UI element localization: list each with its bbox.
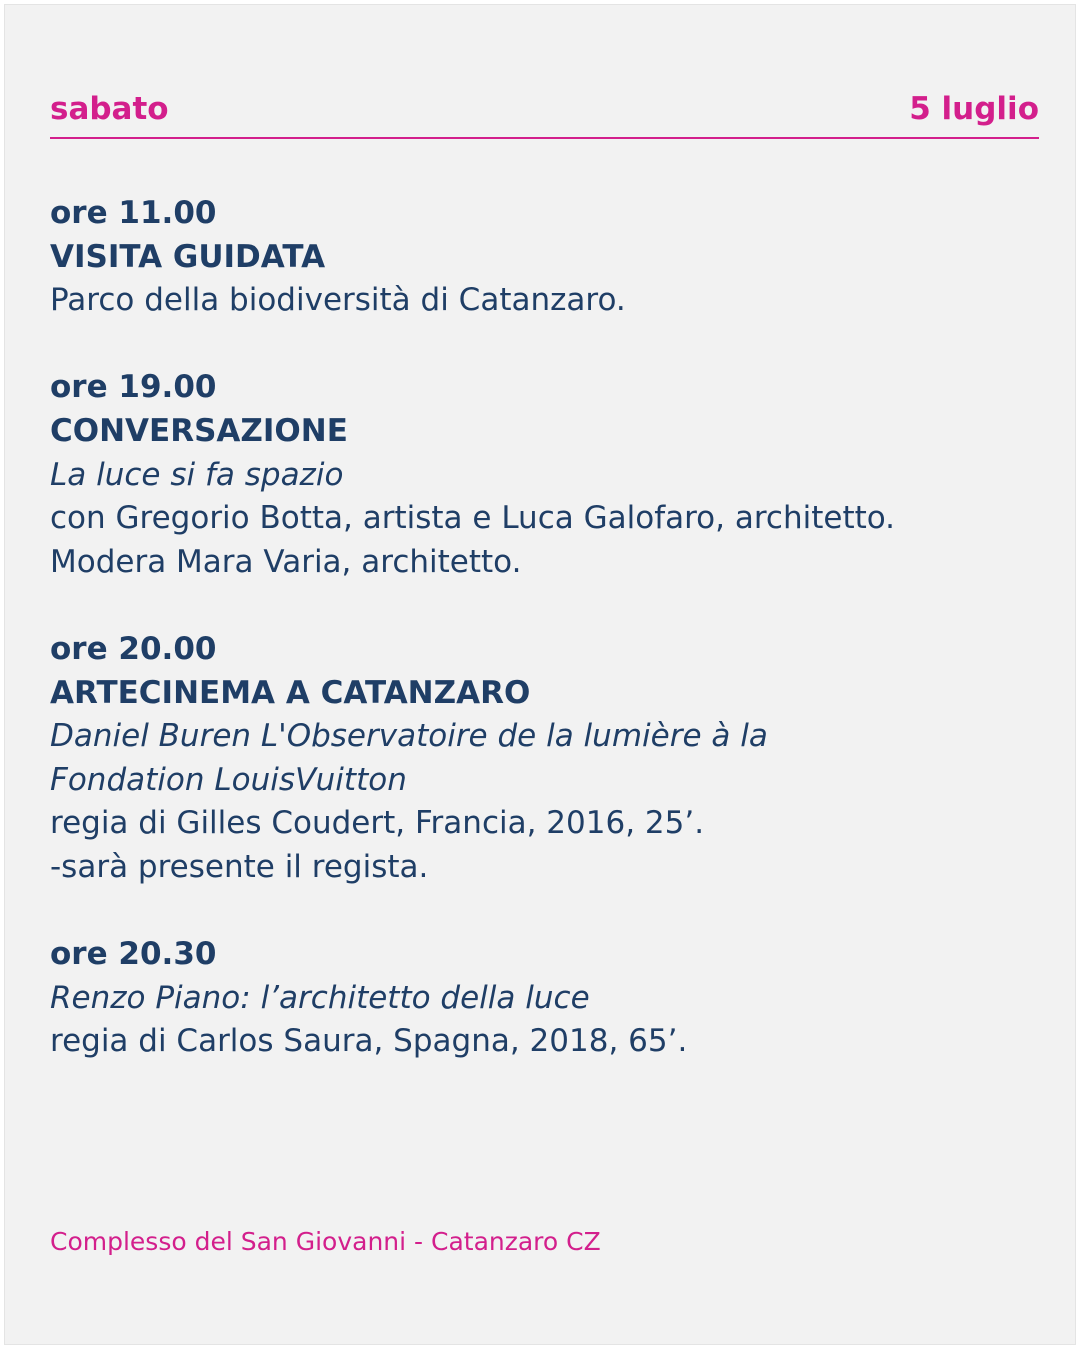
program-card bbox=[4, 4, 1076, 1345]
event-description: regia di Gilles Coudert, Francia, 2016, 25’. bbox=[50, 805, 705, 842]
day-label: sabato bbox=[50, 91, 169, 127]
event-time: ore 11.00 bbox=[50, 195, 217, 231]
event-time: ore 20.30 bbox=[50, 936, 217, 973]
event-time: ore 20.00 bbox=[50, 630, 217, 667]
event-description: con Gregorio Botta, artista e Luca Galofaro, architetto. bbox=[50, 500, 896, 537]
event-list bbox=[50, 192, 1050, 1107]
event-item bbox=[50, 628, 1050, 890]
event-item bbox=[50, 366, 1050, 584]
day-header bbox=[50, 89, 1039, 139]
event-item bbox=[50, 933, 1050, 1064]
event-title: ARTECINEMA A CATANZARO bbox=[50, 674, 531, 711]
event-work-title: La luce si fa spazio bbox=[50, 456, 344, 493]
event-description: Parco della biodiversità di Catanzaro. bbox=[50, 282, 626, 319]
event-time: ore 19.00 bbox=[50, 369, 217, 406]
event-work-title: Renzo Piano: l’architetto della luce bbox=[50, 979, 590, 1016]
venue-footer: Complesso del San Giovanni - Catanzaro CZ bbox=[50, 1227, 601, 1256]
event-item bbox=[50, 192, 1050, 323]
event-description: regia di Carlos Saura, Spagna, 2018, 65’. bbox=[50, 1023, 688, 1060]
event-work-title: Fondation LouisVuitton bbox=[50, 761, 407, 798]
event-title: VISITA GUIDATA bbox=[50, 238, 326, 275]
event-description: Modera Mara Varia, architetto. bbox=[50, 543, 522, 580]
event-description: -sarà presente il regista. bbox=[50, 848, 429, 885]
event-work-title: Daniel Buren L'Observatoire de la lumière à la bbox=[50, 718, 768, 755]
event-title: CONVERSAZIONE bbox=[50, 412, 348, 449]
date-label: 5 luglio bbox=[909, 91, 1039, 127]
